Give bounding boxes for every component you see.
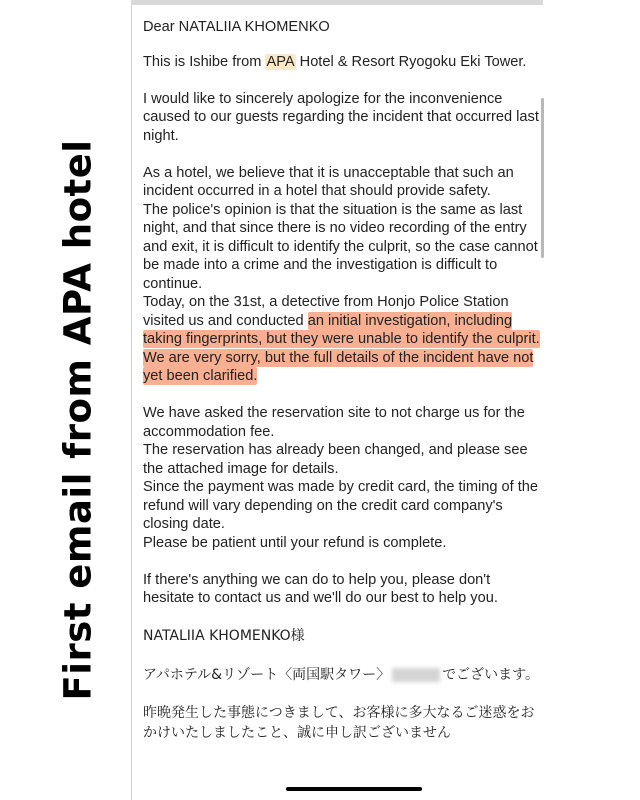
jp-intro-after: でございます。 — [442, 666, 539, 683]
email-left-border — [131, 0, 132, 800]
email-intro — [143, 53, 541, 72]
email-jp-apology: 昨晩発生した事態につきまして、お客様に多大なるご迷惑をおかけいたしましたこと、誠に申し訳ございません — [143, 705, 535, 741]
email-closing: If there's anything we can do to help you, please don't hesitate to contact us and we'll do our best to help you. — [143, 571, 498, 606]
email-payment-timing: Since the payment was made by credit card, the timing of the refund will vary depending on the credit card company's closing date. — [143, 479, 539, 532]
intro-text-before: This is Ishibe from — [143, 53, 266, 70]
scrollbar-thumb[interactable] — [541, 98, 544, 258]
intro-text-after: Hotel & Resort Ryogoku Eki Tower. — [295, 53, 527, 70]
hotel-brand-highlight: APA — [266, 53, 295, 70]
email-jp-intro — [143, 665, 541, 685]
email-apology: I would like to sincerely apologize for the inconvenience caused to our guests regarding the incident that occurred last night. — [143, 90, 539, 144]
investigation-text: Today, on the 31st, a detective from Honjo Police Station visited us and conducted — [143, 294, 509, 329]
email-reservation-fee: We have asked the reservation site to not charge us for the accommodation fee. — [143, 405, 525, 440]
email-top-rule — [131, 0, 543, 5]
email-police-opinion: The police's opinion is that the situation is the same as last night, and that since there is no video recording of the entry and exit, it is difficult to identify the culprit, so the case cannot be made into a crime and the investigation is difficult to continue. — [143, 201, 538, 292]
email-body — [143, 18, 541, 743]
side-caption: First email from APA hotel — [56, 139, 100, 701]
jp-intro-before: アパホテル&リゾート〈両国駅タワー〉 — [143, 666, 391, 683]
email-refund-patience: Please be patient until your refund is complete. — [143, 534, 447, 551]
investigation-highlight: an initial investigation, including taking fingerprints, but they were unable to identify the culprit. We are very sorry, but the full details of the incident have not yet been clarified. — [143, 312, 540, 384]
email-greeting: Dear NATALIIA KHOMENKO — [143, 19, 330, 35]
redacted-name — [392, 668, 440, 682]
home-indicator-bar — [286, 787, 422, 791]
email-hotel-stance: As a hotel, we believe that it is unacceptable that such an incident occurred in a hotel that should provide safety. — [143, 164, 514, 199]
email-jp-greeting: NATALIIA KHOMENKO様 — [143, 628, 305, 644]
email-reservation-changed: The reservation has already been changed, and please see the attached image for details. — [143, 442, 528, 477]
email-investigation — [143, 293, 541, 386]
